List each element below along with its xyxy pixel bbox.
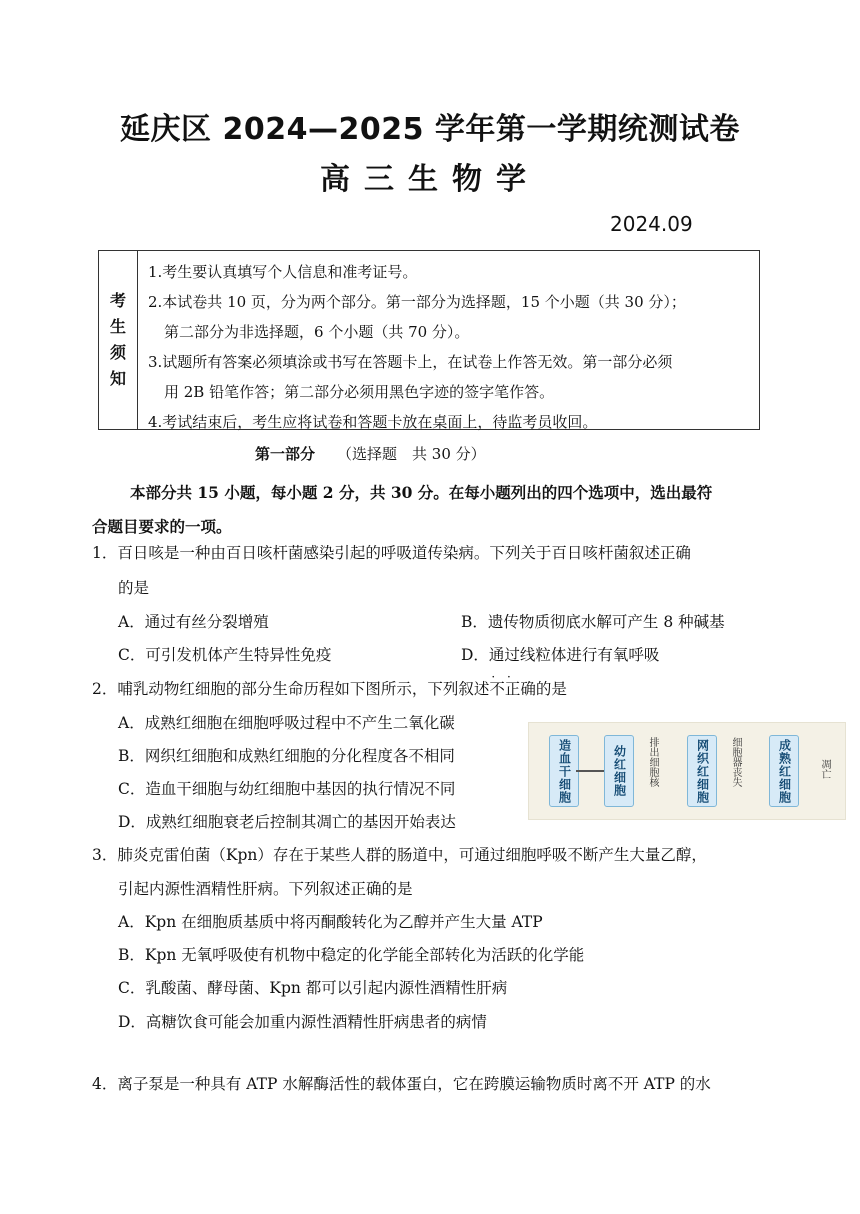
q2-emphasis: 不正确 · · [489,680,536,698]
diagram-step-organelle-loss [727,737,745,803]
q3-option-c: C．乳酸菌、酵母菌、Kpn 都可以引起内源性酒精性肝病 [118,979,508,997]
red-blood-cell-diagram [528,722,846,820]
q2-option-a: A．成熟红细胞在细胞呼吸过程中不产生二氧化碳 [118,714,455,732]
diagram-cell-mature-rbc: 成熟红细胞 [769,735,799,807]
q3-stem: 3．肺炎克雷伯菌（Kpn）存在于某些人群的肠道中，可通过细胞呼吸不断产生大量乙醇， [92,846,707,864]
diagram-cell-reticulocyte: 网织红细胞 [687,735,717,807]
instructions-line: 合题目要求的一项。 [92,517,232,536]
exam-date: 2024.09 [610,212,693,236]
diagram-apoptosis-label: 凋亡 [819,759,830,779]
q2-stem-end: 的是 [535,680,567,698]
q2-stem [92,677,567,699]
notice-label-char: 考 [109,291,126,310]
notice-item: 用 2B 铅笔作答；第二部分必须用黑色字迹的签字笔作答。 [164,383,555,401]
notice-label-char: 须 [109,343,126,362]
diagram-arrow [584,737,602,803]
exam-title: 延庆区 2024—2025 学年第一学期统测试卷 [120,112,740,147]
q3-option-d: D．高糖饮食可能会加重内源性酒精性肝病患者的病情 [118,1013,487,1031]
notice-item: 3.试题所有答案必须填涂或书写在答题卡上，在试卷上作答无效。第一部分必须 [148,353,673,371]
notice-item: 1.考生要认真填写个人信息和准考证号。 [148,263,418,281]
notice-label [99,251,138,429]
subject-title: 高三生物学 [320,162,540,197]
q2-option-d: D．成熟红细胞衰老后控制其凋亡的基因开始表达 [118,813,456,831]
q1-stem: 1．百日咳是一种由百日咳杆菌感染引起的呼吸道传染病。下列关于百日咳杆菌叙述正确 [92,544,691,562]
q3-stem-cont: 引起内源性酒精性肝病。下列叙述正确的是 [118,880,413,898]
q2-option-b: B．网织红细胞和成熟红细胞的分化程度各不相同 [118,747,455,765]
diagram-cell-hsc: 造血干细胞 [549,735,579,807]
q3-option-b: B．Kpn 无氧呼吸使有机物中稳定的化学能全部转化为活跃的化学能 [118,946,585,964]
part1-title: 第一部分 [255,445,316,463]
part1-instructions [92,476,772,544]
notice-label-char: 生 [109,317,126,336]
q1-stem-cont: 的是 [118,579,150,597]
diagram-step-label: 细胞器丧失 [730,737,741,787]
diagram-cell-erythroblast: 幼红细胞 [604,735,634,807]
notice-item: 第二部分为非选择题，6 个小题（共 70 分）。 [164,323,470,341]
notice-items [138,251,759,429]
diagram-step-enucleation [644,737,662,803]
q1-option-b: B．遗传物质彻底水解可产生 8 种碱基 [461,613,725,631]
notice-item: 4.考试结束后，考生应将试卷和答题卡放在桌面上，待监考员收回。 [148,413,598,431]
notice-item: 2.本试卷共 10 页，分为两个部分。第一部分为选择题，15 个小题（共 30 分）； [148,293,686,311]
diagram-step-label: 排出细胞核 [647,737,658,787]
q4-stem: 4．离子泵是一种具有 ATP 水解酶活性的载体蛋白，它在跨膜运输物质时离不开 ATP 的水 [92,1075,711,1093]
q3-option-a: A．Kpn 在细胞质基质中将丙酮酸转化为乙醇并产生大量 ATP [118,913,543,931]
q1-option-d: D．通过线粒体进行有氧呼吸 [461,646,660,664]
notice-label-char: 知 [109,369,126,388]
q1-option-a: A．通过有丝分裂增殖 [118,613,269,631]
part1-subtitle: （选择题 共 30 分） [337,445,486,463]
instructions-line: 本部分共 15 小题，每小题 2 分，共 30 分。在每小题列出的四个选项中，选出最符 [130,483,713,502]
candidate-notice-box [98,250,760,430]
q2-option-c: C．造血干细胞与幼红细胞中基因的执行情况不同 [118,780,456,798]
q2-stem-text: 2．哺乳动物红细胞的部分生命历程如下图所示，下列叙述 [92,680,490,698]
part1-heading [255,443,486,464]
q1-option-c: C．可引发机体产生特异性免疫 [118,646,332,664]
